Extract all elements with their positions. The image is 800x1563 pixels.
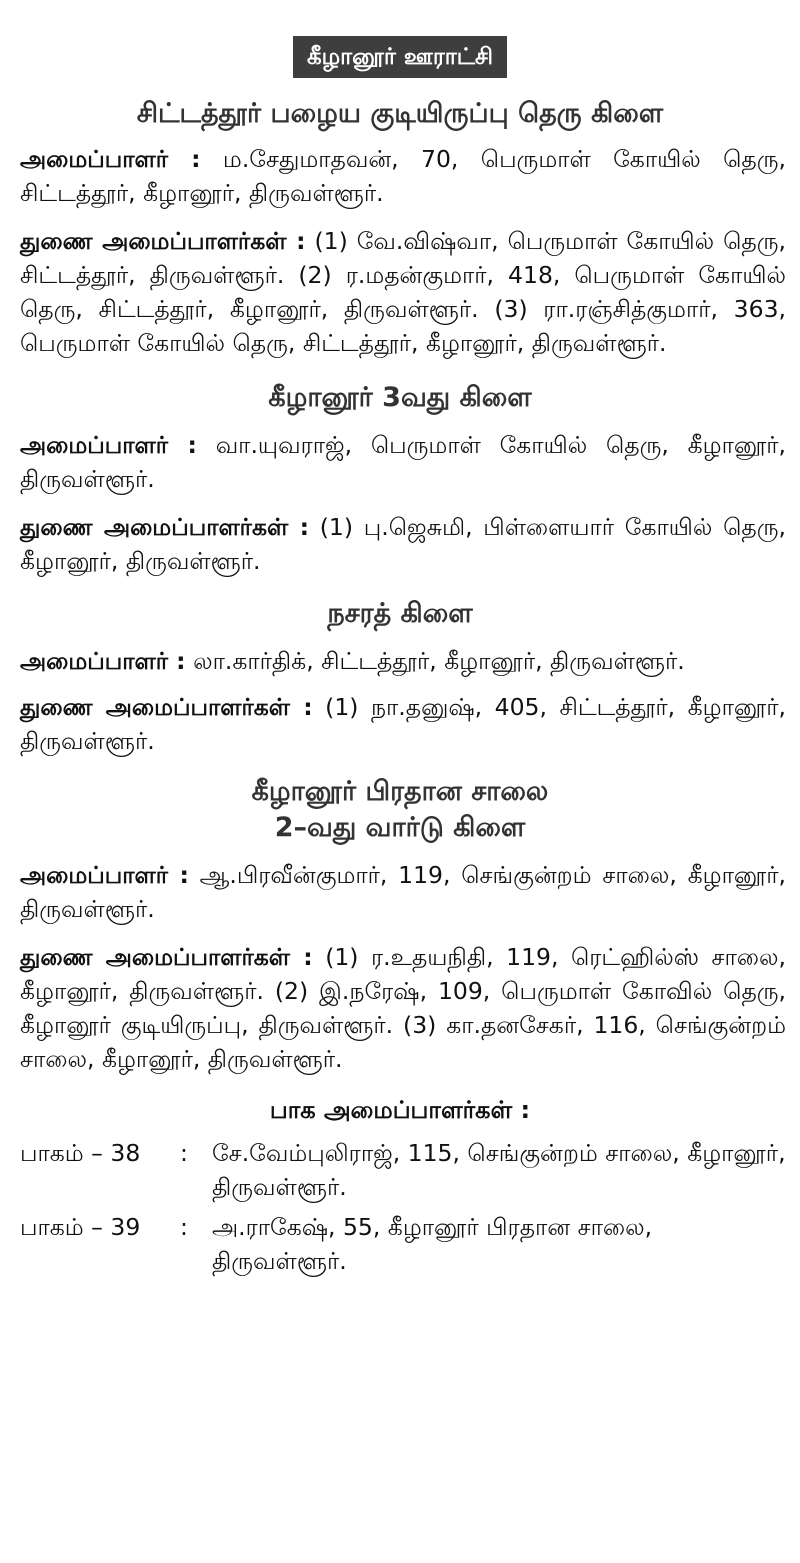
branch-heading-line2: 2–வது வார்டு கிளை bbox=[274, 812, 526, 843]
organizer-paragraph bbox=[20, 428, 786, 496]
deputy-text: (1) பு.ஜெசுமி, பிள்ளையார் கோயில் தெரு, கீழானூர், திருவள்ளூர். bbox=[20, 513, 786, 575]
deputy-paragraph bbox=[20, 224, 786, 360]
deputy-paragraph bbox=[20, 940, 786, 1076]
organizer-label: அமைப்பாளர் : bbox=[20, 647, 186, 675]
part-organizer-text: சே.வேம்புலிராஜ், 115, செங்குன்றம் சாலை, கீழானூர், திருவள்ளூர். bbox=[212, 1139, 786, 1201]
organizer-paragraph bbox=[20, 858, 786, 926]
deputy-text: (1) ர.உதயநிதி, 119, ரெட்ஹில்ஸ் சாலை, கீழானூர், திருவள்ளூர். (2) இ.நரேஷ், 109, பெருமாள் கோவில் தெரு, கீழானூர் குடியிருப்பு, திருவள்ளூர். (3) கா.தனசேகர், 116, செங்குன்றம் சாலை, கீழானூர், திருவள்ளூர். bbox=[20, 943, 786, 1073]
deputy-label: துணை அமைப்பாளர்கள் : bbox=[20, 513, 310, 541]
deputy-label: துணை அமைப்பாளர்கள் : bbox=[20, 943, 313, 971]
organizer-text: லா.கார்திக், சிட்டத்தூர், கீழானூர், திருவள்ளூர். bbox=[185, 647, 685, 675]
part-colon: : bbox=[180, 1213, 188, 1241]
organizer-text: ம.சேதுமாதவன், 70, பெருமாள் கோயில் தெரு, சிட்டத்தூர், கீழானூர், திருவள்ளூர். bbox=[20, 145, 786, 207]
organizer-label: அமைப்பாளர் : bbox=[20, 145, 201, 173]
branch-heading: சிட்டத்தூர் பழைய குடியிருப்பு தெரு கிளை bbox=[136, 98, 664, 129]
deputy-label: துணை அமைப்பாளர்கள் : bbox=[20, 227, 306, 255]
part-number: பாகம் – 39 bbox=[20, 1213, 141, 1241]
organizer-label: அமைப்பாளர் : bbox=[20, 861, 189, 889]
organizer-paragraph bbox=[20, 142, 786, 210]
banner-title: கீழானூர் ஊராட்சி bbox=[293, 36, 507, 78]
branch-heading: நசரத் கிளை bbox=[327, 598, 473, 629]
part-colon: : bbox=[180, 1139, 188, 1167]
part-organizers-heading: பாக அமைப்பாளர்கள் : bbox=[269, 1096, 531, 1124]
deputy-label: துணை அமைப்பாளர்கள் : bbox=[20, 693, 313, 721]
organizer-paragraph bbox=[20, 644, 786, 678]
banner-container bbox=[0, 0, 800, 78]
part-row bbox=[20, 1136, 786, 1204]
branch-heading: கீழானூர் 3வது கிளை bbox=[268, 382, 532, 413]
deputy-text: (1) வே.விஷ்வா, பெருமாள் கோயில் தெரு, சிட்டத்தூர், திருவள்ளூர். (2) ர.மதன்குமார், 418, பெருமாள் கோயில் தெரு, சிட்டத்தூர், கீழானூர், திருவள்ளூர். (3) ரா.ரஞ்சித்குமார், 363, பெருமாள் கோயில் தெரு, சிட்டத்தூர், கீழானூர், திருவள்ளூர். bbox=[20, 227, 786, 357]
deputy-text: (1) நா.தனுஷ், 405, சிட்டத்தூர், கீழானூர், திருவள்ளூர். bbox=[20, 693, 786, 755]
deputy-paragraph bbox=[20, 690, 786, 758]
part-number: பாகம் – 38 bbox=[20, 1139, 141, 1167]
organizer-text: வா.யுவராஜ், பெருமாள் கோயில் தெரு, கீழானூர், திருவள்ளூர். bbox=[20, 431, 786, 493]
branch-heading-line1: கீழானூர் பிரதான சாலை bbox=[251, 776, 549, 807]
part-organizer-text: அ.ராகேஷ், 55, கீழானூர் பிரதான சாலை, திருவள்ளூர். bbox=[212, 1213, 653, 1275]
organizer-label: அமைப்பாளர் : bbox=[20, 431, 197, 459]
part-row bbox=[20, 1210, 786, 1278]
deputy-paragraph bbox=[20, 510, 786, 578]
organizer-text: ஆ.பிரவீன்குமார், 119, செங்குன்றம் சாலை, கீழானூர், திருவள்ளூர். bbox=[20, 861, 786, 923]
